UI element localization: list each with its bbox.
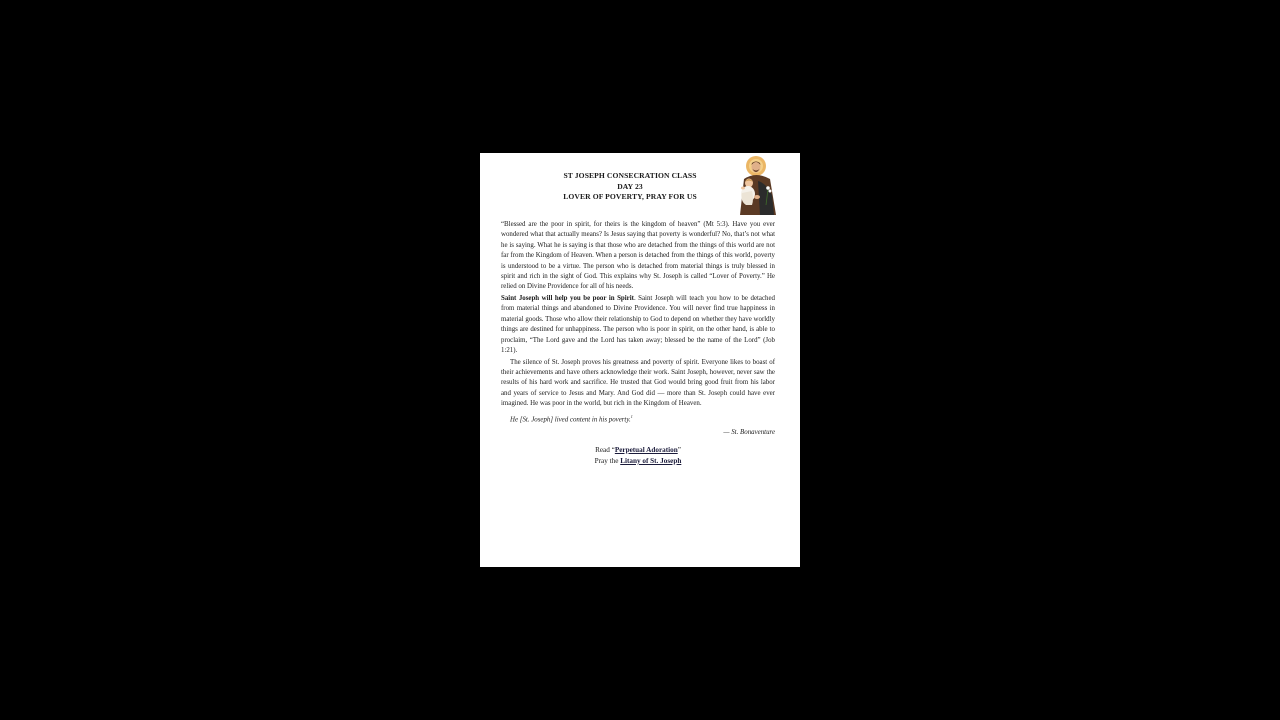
pray-line: [501, 456, 775, 467]
saint-quote: [501, 412, 775, 425]
paragraph-blessed-poor: “Blessed are the poor in spirit, for theirs is the kingdom of heaven” (Mt 5:3). Have you ever wondered what that actually means? Is Jesus saying that poverty is wonderful? No, that’s not what he is saying. What he is saying is that those who are detached from the things of this world are not far from the Kingdom of Heaven. When a person is detached from the things of this world, poverty is understood to be a virtue. The person who is detached from material things is truly blessed in spirit and rich in the sight of God. This explains why St. Joseph is called “Lover of Poverty.” He relied on Divine Providence for all of his needs.: [501, 221, 775, 291]
document-body: [501, 220, 775, 467]
document-footer: [501, 445, 775, 467]
pray-prefix: Pray the: [594, 456, 621, 465]
read-prefix: Read “: [595, 445, 615, 454]
quote-attribution: — St. Bonaventure: [723, 428, 775, 436]
read-line: [501, 445, 775, 456]
st-joseph-portrait-icon: [732, 155, 782, 217]
day-title: LOVER OF POVERTY, PRAY FOR US: [563, 192, 697, 201]
day-label: DAY 23: [617, 181, 643, 191]
quote-text: He [St. Joseph] lived content in his poverty.: [510, 415, 631, 423]
paragraph-help-poor-spirit: [501, 294, 775, 356]
paragraph-silence: The silence of St. Joseph proves his greatness and poverty of spirit. Everyone likes to boast of their achievements and have others acknowledge their work. Saint Joseph, however, never saw the results of his hard work and sacrifice. He trusted that God would bring good fruit from his labor and years of service to Jesus and Mary. And God did — more than St. Joseph could have ever imagined. He was poor in the world, but rich in the Kingdom of Heaven.: [501, 358, 775, 408]
class-title: ST JOSEPH CONSECRATION CLASS: [563, 171, 697, 180]
paragraph-text: . Saint Joseph will teach you how to be detached from material things and abandoned to Divine Providence. You will never find true happiness in material goods. Those who allow their relationship to God to depend on whether they have worldly things are destined for unhappiness. The person who is poor in spirit, on the other hand, is able to proclaim, “The Lord gave and the Lord has taken away; blessed be the name of the Lord” (Job 1:21).: [501, 295, 775, 355]
document-header: [520, 171, 740, 203]
footnote-marker: 1: [630, 413, 633, 419]
litany-of-st-joseph-link[interactable]: Litany of St. Joseph: [620, 456, 682, 465]
perpetual-adoration-link[interactable]: Perpetual Adoration: [614, 445, 678, 454]
paragraph-lead-bold: Saint Joseph will help you be poor in Spirit: [501, 295, 634, 303]
read-suffix: ”: [677, 445, 681, 454]
document-page: [480, 153, 800, 567]
